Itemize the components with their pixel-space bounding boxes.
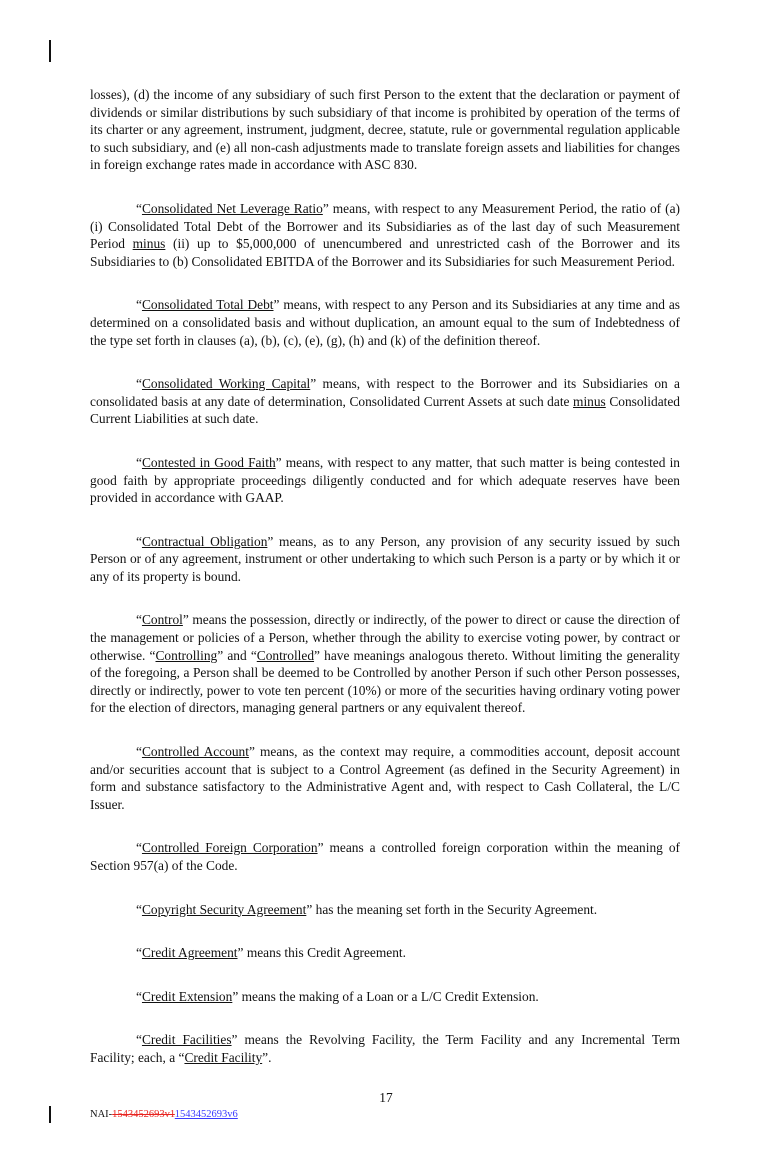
- paragraph-text: ” means the possession, directly or indirectly, of the power to direct or cause the direction of the management or policies of a Person, whether through the ability to exercise voting power, by contract or otherwise. “: [90, 612, 680, 663]
- definition-paragraph: [90, 1031, 680, 1066]
- paragraph-text: ” have meanings analogous thereto. Without limiting the generality of the foregoing, a Person shall be deemed to be Controlled by another Person if such other Person possesses, directly or indirectly, power to vote ten percent (10%) or more of the securities having ordinary voting power for the election of directors, managing general partners or any equivalent thereof.: [90, 647, 680, 716]
- definition-paragraph: [90, 988, 680, 1006]
- document-footer-id: [90, 1108, 680, 1122]
- paragraph-text: ” means, with respect to the Borrower and its Subsidiaries on a consolidated basis at any date of determination, Consolidated Current Assets at such date: [90, 376, 680, 409]
- defined-term: minus: [132, 236, 166, 252]
- defined-term: Credit Agreement: [141, 945, 238, 961]
- defined-term: Controlled Account: [141, 744, 249, 760]
- change-bar-bottom: [49, 1106, 51, 1123]
- paragraph-text: “: [136, 376, 142, 392]
- defined-term: Copyright Security Agreement: [141, 901, 307, 917]
- page-number: 17: [379, 1089, 393, 1105]
- footer-prefix: NAI-: [90, 1108, 113, 1120]
- defined-term: minus: [573, 393, 606, 409]
- paragraph-text: “: [136, 988, 142, 1004]
- paragraph-text: ” means the Revolving Facility, the Term Facility and any Incremental Term Facility; each, a “: [90, 1032, 680, 1065]
- paragraph-text: “: [136, 533, 142, 549]
- definition-paragraph: [90, 375, 680, 428]
- definition-paragraph: [90, 743, 680, 813]
- defined-term: Credit Extension: [141, 988, 233, 1004]
- paragraph-continuation: [90, 86, 680, 174]
- defined-term: Consolidated Working Capital: [141, 376, 311, 392]
- document-body: [90, 86, 680, 1067]
- paragraph-text: ”.: [262, 1049, 272, 1065]
- defined-term: Credit Facilities: [141, 1032, 232, 1048]
- defined-term: Consolidated Net Leverage Ratio: [141, 200, 323, 216]
- paragraph-text: “: [136, 200, 142, 216]
- paragraph-text: ” means, as to any Person, any provision of any security issued by such Person or of any agreement, instrument or other undertaking to which such Person is a party or by which it or any of its property is bound.: [90, 533, 680, 584]
- paragraph-text: “: [136, 297, 142, 313]
- definition-paragraph: [90, 296, 680, 349]
- paragraph-text: ” and “: [217, 647, 257, 663]
- paragraph-text: “: [136, 1032, 142, 1048]
- paragraph-text: Consolidated Current Liabilities at such date.: [90, 393, 680, 427]
- paragraph-text: ” means the making of a Loan or a L/C Credit Extension.: [232, 988, 539, 1004]
- paragraph-text: ” means, with respect to any Measurement Period, the ratio of (a) (i) Consolidated Total Debt of the Borrower and its Subsidiaries as of the last day of such Measurement Period: [90, 200, 681, 252]
- defined-term: Contested in Good Faith: [141, 454, 276, 470]
- paragraph-text: ” means, with respect to any matter, that such matter is being contested in good faith by appropriate proceedings diligently conducted and for which adequate reserves have been provided in accordance with GAAP.: [90, 454, 680, 506]
- paragraph-text: (ii) up to $5,000,000 of unencumbered and unrestricted cash of the Borrower and its Subsidiaries to (b) Consolidated EBITDA of the Borrower and its Subsidiaries for such Measurement Period.: [90, 236, 681, 269]
- paragraph-text: “: [136, 744, 142, 760]
- paragraph-text: ” means a controlled foreign corporation within the meaning of Section 957(a) of the Code.: [90, 840, 680, 873]
- paragraph-text: ” means this Credit Agreement.: [237, 945, 406, 961]
- footer-area: [90, 1108, 680, 1122]
- paragraph-text: losses), (d) the income of any subsidiary of such first Person to the extent that the declaration or payment of dividends or similar distributions by such subsidiary of that income is prohibited by operation of the terms of its charter or any agreement, instrument, judgment, decree, statute, rule or governmental regulation applicable to such subsidiary, and (e) all non-cash adjustments made to translate foreign assets and liabilities for changes in foreign exchange rates made in accordance with ASC 830.: [90, 87, 680, 173]
- defined-term: Consolidated Total Debt: [141, 297, 274, 313]
- paragraph-text: “: [136, 612, 142, 628]
- definition-paragraph: [90, 611, 680, 717]
- definition-paragraph: [90, 454, 680, 507]
- definition-paragraph: [90, 533, 680, 586]
- paragraph-text: “: [136, 901, 142, 917]
- defined-term: Controlled: [256, 647, 315, 663]
- defined-term: Control: [141, 612, 183, 628]
- paragraph-text: ” means, with respect to any Person and its Subsidiaries at any time and as determined on a consolidated basis and without duplication, an amount equal to the sum of Indebtedness of the type set forth in clauses (a), (b), (c), (e), (g), (h) and (k) of the definition thereof.: [90, 297, 680, 348]
- defined-term: Controlled Foreign Corporation: [141, 840, 318, 856]
- paragraph-text: “: [136, 945, 142, 961]
- definition-paragraph: [90, 944, 680, 962]
- defined-term: Controlling: [155, 647, 218, 663]
- paragraph-text: “: [136, 454, 142, 470]
- defined-term: Contractual Obligation: [141, 533, 268, 549]
- definition-paragraph: [90, 200, 680, 270]
- paragraph-text: “: [136, 840, 142, 856]
- paragraph-text: ” has the meaning set forth in the Security Agreement.: [306, 901, 598, 917]
- definition-paragraph: [90, 839, 680, 874]
- footer-deleted-id: 1543452693v1: [112, 1108, 175, 1120]
- definition-paragraph: [90, 901, 680, 919]
- defined-term: Credit Facility: [184, 1049, 263, 1065]
- footer-inserted-id: 1543452693v6: [174, 1108, 238, 1120]
- paragraph-text: ” means, as the context may require, a commodities account, deposit account and/or securities account that is subject to a Control Agreement (as defined in the Security Agreement) in form and substance satisfactory to the Administrative Agent and, with respect to Cash Collateral, the L/C Issuer.: [90, 744, 680, 812]
